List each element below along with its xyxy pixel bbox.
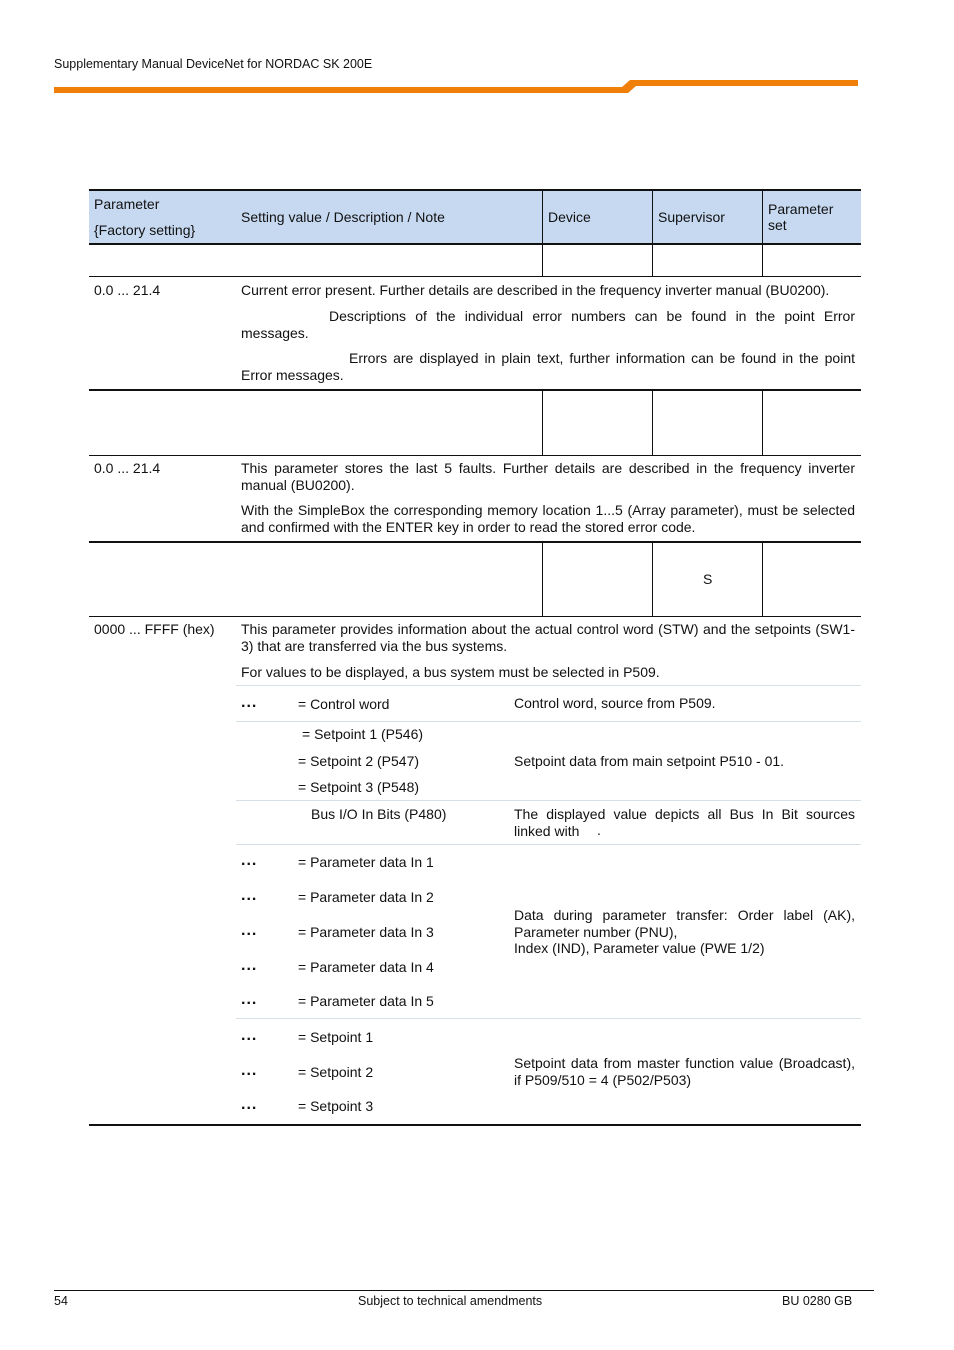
ellipsis-icon: ...	[241, 922, 258, 939]
table-top-rule	[89, 189, 861, 191]
p3-supervisor: S	[703, 571, 713, 587]
table-bottom-rule	[89, 1124, 861, 1126]
p2-divider-3	[762, 390, 763, 455]
sub-rule-3	[236, 800, 861, 801]
array-bus-io: Bus I/O In Bits (P480)	[311, 806, 447, 822]
array-param-data-4: = Parameter data In 4	[298, 959, 434, 975]
p3-desc-2: For values to be displayed, a bus system must be selected in P509.	[241, 664, 660, 680]
footer-center-text: Subject to technical amendments	[358, 1294, 543, 1308]
col-header-setting: Setting value / Description / Note	[241, 209, 445, 225]
p1-divider-1	[542, 244, 543, 276]
sub-rule-5	[236, 1018, 861, 1019]
accent-bar-shape	[54, 80, 858, 93]
p1-desc-2: Descriptions of the individual error numbers can be found in the point Error messages.	[241, 308, 855, 341]
p3-heading-rule	[89, 616, 861, 617]
p2-desc-2: With the SimpleBox the corresponding memory location 1...5 (Array parameter), must be selected and confirmed with the ENTER key in order to read the stored error code.	[241, 502, 855, 535]
header-divider-3	[762, 190, 763, 244]
p1-desc-1: Current error present. Further details are described in the frequency inverter manual (BU0200).	[241, 282, 830, 298]
ellipsis-icon: ...	[241, 991, 258, 1008]
p1-divider-2	[652, 244, 653, 276]
p2-desc-1: This parameter stores the last 5 faults. Further details are described in the frequency inverter manual (BU0200).	[241, 460, 855, 493]
ellipsis-icon: ...	[241, 887, 258, 904]
array-master-setpoint-1: = Setpoint 1	[298, 1029, 374, 1045]
p3-divider-3	[762, 542, 763, 616]
p3-desc-1: This parameter provides information about the actual control word (STW) and the setpoints (SW1-3) that are transferred via the bus systems.	[241, 621, 855, 654]
p3-range: 0000 ... FFFF (hex)	[94, 621, 215, 637]
p2-divider-1	[542, 390, 543, 455]
sub-rule-1	[236, 685, 861, 686]
p2-heading-rule	[89, 455, 861, 456]
p2-bottom-rule	[89, 541, 861, 543]
ellipsis-icon: ...	[241, 694, 258, 711]
array-master-setpoint-2: = Setpoint 2	[298, 1064, 374, 1080]
col-header-device: Device	[548, 209, 591, 225]
header-divider-2	[652, 190, 653, 244]
footer-doc-id: BU 0280 GB	[782, 1294, 853, 1308]
p2-range: 0.0 ... 21.4	[94, 460, 161, 476]
footer-rule	[54, 1290, 874, 1291]
bus-io-desc: The displayed value depicts all Bus In Bit sources linked with	[514, 806, 855, 839]
p3-divider-2	[652, 542, 653, 616]
array-setpoint-1: = Setpoint 1 (P546)	[302, 726, 424, 742]
param-data-desc-2: Index (IND), Parameter value (PWE 1/2)	[514, 940, 765, 956]
ellipsis-icon: ...	[241, 957, 258, 974]
p1-heading-rule	[89, 276, 861, 277]
array-control-word: = Control word	[298, 696, 390, 712]
p3-divider-1	[542, 542, 543, 616]
ellipsis-icon: ...	[241, 1096, 258, 1113]
array-param-data-1: = Parameter data In 1	[298, 854, 434, 870]
master-setpoint-desc: Setpoint data from master function value (Broadcast), if P509/510 = 4 (P502/P503)	[514, 1055, 855, 1088]
sub-rule-4	[236, 844, 861, 845]
col-header-parameter-set: Parameter set	[768, 201, 834, 233]
param-data-desc-1: Data during parameter transfer: Order label (AK), Parameter number (PNU),	[514, 907, 855, 940]
p1-desc-3: Errors are displayed in plain text, further information can be found in the point Error messages.	[241, 350, 855, 383]
array-setpoint-3: = Setpoint 3 (P548)	[298, 779, 420, 795]
p1-range: 0.0 ... 21.4	[94, 282, 161, 298]
table-header	[89, 190, 861, 244]
array-param-data-2: = Parameter data In 2	[298, 889, 434, 905]
array-param-data-5: = Parameter data In 5	[298, 993, 434, 1009]
header-accent-bar	[54, 78, 859, 94]
ellipsis-icon: ...	[241, 1062, 258, 1079]
header-bottom-rule	[89, 243, 861, 245]
p2-divider-2	[652, 390, 653, 455]
p1-divider-3	[762, 244, 763, 276]
control-word-desc: Control word, source from P509.	[514, 695, 716, 711]
array-setpoint-2: = Setpoint 2 (P547)	[298, 753, 420, 769]
array-master-setpoint-3: = Setpoint 3	[298, 1098, 374, 1114]
bus-io-desc-end: .	[597, 822, 601, 838]
array-param-data-3: = Parameter data In 3	[298, 924, 434, 940]
col-header-factory-setting: {Factory setting}	[94, 222, 196, 238]
ellipsis-icon: ...	[241, 1027, 258, 1044]
setpoint-desc: Setpoint data from main setpoint P510 - 01.	[514, 753, 785, 769]
page-number: 54	[54, 1294, 68, 1308]
ellipsis-icon: ...	[241, 852, 258, 869]
col-header-supervisor: Supervisor	[658, 209, 725, 225]
header-title: Supplementary Manual DeviceNet for NORDAC SK 200E	[54, 57, 373, 71]
col-header-parameter: Parameter	[94, 196, 160, 212]
header-divider-1	[542, 190, 543, 244]
sub-rule-2	[236, 721, 861, 722]
p1-bottom-rule	[89, 389, 861, 391]
